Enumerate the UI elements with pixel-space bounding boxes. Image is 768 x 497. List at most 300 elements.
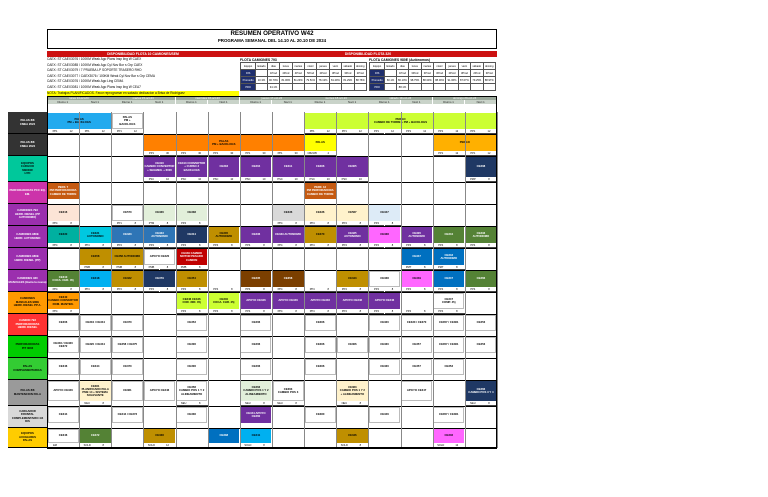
shift-code: 12 — [127, 130, 143, 134]
fleet-cell — [256, 84, 267, 91]
fleet-cell: 81.29% — [343, 78, 353, 82]
work-block[interactable]: APOYO CE320 — [144, 249, 175, 265]
fleet-cell — [409, 84, 421, 91]
work-block[interactable]: APOYO CE347 — [401, 381, 432, 401]
shift-code: PP4 — [304, 288, 320, 292]
work-block[interactable]: CE306 — [176, 359, 207, 375]
planning-notes — [47, 57, 239, 96]
work-block[interactable]: CE333 AUTONOMO — [465, 227, 496, 243]
shift-code: 8 — [256, 444, 272, 448]
fleet-head-cell: dias — [396, 63, 408, 70]
work-block[interactable]: CE567 — [337, 205, 368, 221]
work-block[interactable]: CE346 — [48, 429, 79, 443]
work-block[interactable]: CE341 — [240, 429, 271, 443]
work-block[interactable]: CE338 — [369, 271, 400, 287]
fleet-cell — [354, 84, 367, 91]
shift-code: 12 — [481, 152, 497, 156]
work-block[interactable]: CE318 — [80, 271, 111, 287]
shift-code: 8 — [352, 310, 368, 314]
shift-code: PP4 — [368, 310, 384, 314]
fleet-table-row — [370, 77, 496, 84]
shift-code: EM — [47, 444, 63, 448]
shift-code: PMT — [401, 266, 417, 270]
work-block[interactable]: CE346 — [48, 359, 79, 375]
work-block[interactable]: CE322 — [112, 271, 143, 287]
shift-code: 12 — [449, 444, 465, 448]
work-block[interactable]: CE347 — [401, 249, 432, 265]
shift-code: PMB — [176, 266, 192, 270]
work-block[interactable]: CE306 — [305, 315, 336, 331]
shift-code: SOLD — [240, 444, 256, 448]
shift-code: 12 — [481, 130, 497, 134]
work-block[interactable]: CE336 — [144, 205, 175, 221]
shift-header: Noct 1 — [79, 100, 111, 104]
shift-code: PP1 — [433, 130, 449, 134]
work-block[interactable]: CE358 / CE375 — [112, 337, 143, 353]
shift-code: NEU — [79, 402, 95, 406]
shift-code: 8 — [192, 288, 208, 292]
work-block[interactable]: CE358 — [80, 249, 111, 265]
work-block[interactable]: CE379 — [144, 271, 175, 287]
work-block[interactable]: CE304 / CE344 — [80, 315, 111, 331]
work-block[interactable]: CE306 — [240, 315, 271, 331]
shift-code: 8 — [320, 310, 336, 314]
fleet-cell: 3Prod — [458, 70, 470, 77]
work-block[interactable]: CE346 / CE320 CE372 — [48, 337, 79, 353]
work-block[interactable]: APOYO CE346 — [48, 381, 79, 401]
shift-code: 8 — [449, 288, 465, 292]
work-block[interactable]: CE333 AUTONOMO — [273, 227, 304, 243]
fleet-table-row — [370, 70, 496, 77]
work-block[interactable]: CE320 AUTONOMO — [401, 227, 432, 243]
group-label: PALAS COMPLEMENTARIAS — [8, 358, 47, 380]
shift-code: SOLD — [79, 444, 95, 448]
fleet-cell — [342, 84, 354, 91]
fleet-cell: 3Prod — [329, 70, 341, 77]
fleet-head-cell: viern — [329, 63, 341, 70]
shift-header: Noct 1 — [272, 100, 304, 104]
shift-code: NEU — [176, 402, 192, 406]
shift-code: 8 — [417, 244, 433, 248]
shift-code: 8 — [63, 222, 79, 226]
work-block[interactable]: PERGO — [433, 135, 496, 151]
group-label: CAMIONES 980E HERR. AUTONOMO — [8, 226, 47, 248]
work-block[interactable]: CE344 / CE373 — [112, 407, 143, 423]
work-block[interactable]: CE335 AUTONOMO — [208, 227, 239, 243]
shift-header: Diurno 1 — [240, 100, 272, 104]
work-block[interactable]: CE306 — [240, 337, 271, 353]
work-block[interactable]: CE306 — [305, 337, 336, 353]
shift-code: 8 — [385, 310, 401, 314]
shift-code: NEU — [465, 402, 481, 406]
work-block[interactable]: CE344 APOYO CE360 — [240, 407, 271, 423]
shift-code: PSC — [240, 178, 256, 182]
work-block[interactable]: CE346 — [369, 407, 400, 423]
shift-code: PP4 — [208, 310, 224, 314]
shift-code: 8 — [127, 244, 143, 248]
work-block[interactable]: APOYO CE346 — [369, 293, 400, 309]
fleet-table-row — [370, 84, 496, 91]
shift-code: SOLD — [143, 444, 159, 448]
shift-code: 8 — [63, 244, 79, 248]
work-block[interactable]: PALAS PM + BACKLOGS — [48, 113, 111, 129]
shift-code: PP4 — [208, 288, 224, 292]
note-line: CAEX: ST CAEX3076 / 100KM Weak Ago Ling CEMA — [47, 79, 124, 84]
fleet-cell — [329, 84, 341, 91]
work-block[interactable]: CE353 — [465, 337, 496, 353]
fleet-cell — [385, 84, 396, 91]
shift-code: PP4 — [401, 244, 417, 248]
shift-code: 8 — [385, 288, 401, 292]
shift-header: Diurno 1 — [111, 100, 143, 104]
shift-code: 8 — [95, 402, 111, 406]
work-block[interactable]: CE306 — [48, 315, 79, 331]
fleet-head-cell: dias — [267, 63, 279, 70]
work-block[interactable]: CE338 — [176, 205, 207, 221]
shift-header: Noct 1 — [336, 100, 368, 104]
work-block[interactable]: CE366 CAMBIO POS 3 Y 4 — [465, 381, 496, 401]
work-block[interactable]: PALAS PM + BACKLOGS — [112, 113, 143, 129]
shift-code: PP4 — [143, 244, 159, 248]
shift-code: 8 — [417, 310, 433, 314]
work-block[interactable]: CE306 — [176, 337, 207, 353]
work-block[interactable]: CE306 — [240, 359, 271, 375]
fleet-cell: 79.25% — [472, 78, 482, 82]
work-block[interactable]: CE305 — [337, 157, 368, 177]
work-block[interactable]: APOYO CE346 — [144, 381, 175, 401]
work-block[interactable]: CE358 — [273, 271, 304, 287]
title-frame — [47, 29, 497, 49]
row-divider — [47, 448, 497, 449]
work-block[interactable]: PERGO CAMBIO DE TORRE + PM + BACKLOGS — [305, 113, 497, 129]
shift-code: 8 — [127, 288, 143, 292]
shift-code: PP1 — [304, 130, 320, 134]
work-block[interactable]: CE314 — [176, 227, 207, 243]
note-line: CAEX: ST CAEX3076 / 100KM Weak Ago Plans Insp ling W CAEX — [47, 57, 142, 61]
work-block[interactable]: CE338 — [208, 429, 239, 443]
work-block[interactable]: CE357 / CE361 — [433, 315, 464, 331]
shift-code: 8 — [352, 444, 368, 448]
work-block[interactable]: CE370 — [305, 227, 336, 243]
day-header: domingo 20-oct-24 — [433, 96, 497, 100]
fleet-table-header — [241, 63, 367, 70]
work-block[interactable]: CE343 — [337, 271, 368, 287]
work-block[interactable]: CE306 — [305, 157, 336, 177]
fleet-cell: 60.1% — [385, 77, 396, 84]
fleet-table — [240, 62, 367, 91]
shift-code: PP4 — [176, 244, 192, 248]
work-block[interactable]: CE333 — [112, 227, 143, 243]
shift-code: PP4 — [304, 244, 320, 248]
work-block[interactable]: CE372 — [80, 429, 111, 443]
shift-header: Noct 1 — [143, 100, 175, 104]
work-block[interactable]: CE346 — [337, 429, 368, 443]
fleet-cell: 1Prod — [267, 70, 279, 77]
fleet-cell — [280, 84, 292, 91]
shift-code: PMT — [433, 266, 449, 270]
shift-code: PP4 — [111, 288, 127, 292]
fleet-cell: 3Prod — [409, 70, 421, 77]
fleet-cell — [446, 84, 458, 91]
work-block[interactable]: APOYO CE346 — [240, 293, 271, 309]
shift-code: PTM — [143, 222, 159, 226]
shift-code: PP4 — [336, 222, 352, 226]
work-block[interactable]: CE353 — [176, 315, 207, 331]
work-block[interactable]: CE311 — [273, 157, 304, 177]
shift-code: NEU — [240, 402, 256, 406]
work-block[interactable]: CE366 — [465, 271, 496, 287]
page-subtitle: PROGRAMA SEMANAL DEL 14.10 AL 20.10 DE 2024 — [217, 38, 327, 43]
work-block[interactable]: CE344 — [433, 227, 464, 243]
shift-code: PSC — [272, 178, 288, 182]
shift-code: PMB — [143, 266, 159, 270]
shift-code: PP4 — [272, 288, 288, 292]
work-block[interactable]: CE306 — [305, 359, 336, 375]
work-block[interactable]: CE353 — [465, 315, 496, 331]
shift-code: 12 — [352, 130, 368, 134]
work-block[interactable]: CE354 — [176, 271, 207, 287]
work-block[interactable]: CE320 — [369, 315, 400, 331]
shift-header: Diurno 1 — [368, 100, 400, 104]
shift-code: PP4 — [240, 288, 256, 292]
shift-code: PP1 — [465, 130, 481, 134]
work-block[interactable]: CE336 — [176, 407, 207, 423]
work-block[interactable]: CE353 — [433, 359, 464, 375]
group-label: CAMIONES MANUALES 980E HERR. DIESEL PP A. — [8, 292, 47, 314]
work-block[interactable]: CE363 CAMBIO POS 1 Y 2 ALINEAMIENTO — [240, 381, 271, 401]
work-block[interactable]: CE346 CE346 COR. 30R. 45j — [176, 293, 207, 309]
work-block[interactable]: CE357 — [401, 337, 432, 353]
shift-code: PMP — [465, 178, 481, 182]
shift-code: PP4 — [47, 288, 63, 292]
fleet-head-cell: Equipo — [241, 63, 256, 70]
shift-code: PP4 — [304, 222, 320, 226]
fleet-table-header — [370, 63, 496, 70]
shift-code: 30 — [224, 152, 240, 156]
work-block[interactable]: CE306 — [337, 337, 368, 353]
work-block[interactable]: CE357 / CE361 — [433, 337, 464, 353]
fleet-table-793 — [240, 58, 367, 91]
shift-code: PP4 — [176, 310, 192, 314]
work-block[interactable]: CE343 AUTONOMO — [433, 249, 464, 265]
fleet-head-cell: lunes — [409, 63, 421, 70]
group-label: CAMIONES 980E HERR. DIESEL (PP) — [8, 248, 47, 270]
fleet-head-cell: miérc — [304, 63, 316, 70]
shift-code: PP4 — [336, 288, 352, 292]
fleet-cell — [385, 70, 396, 77]
shift-code: 12 — [385, 130, 401, 134]
work-block[interactable]: CE338 — [144, 429, 175, 443]
shift-code: 8 — [224, 244, 240, 248]
work-block[interactable]: CE361 — [112, 381, 143, 401]
shift-code: SOLD — [336, 444, 352, 448]
work-block[interactable]: CE347 COMP. 45j — [433, 293, 464, 309]
work-block[interactable]: CE358 CAMBIO POS 1 Y 2 ALINEAMIENTO — [176, 381, 207, 401]
shift-code: 8 — [63, 288, 79, 292]
shift-code: 30 — [160, 152, 176, 156]
shift-code: PP4 — [433, 310, 449, 314]
work-block[interactable]: CE310 CAMBIO CONVERTOR + SEGMEN. + 6000 — [144, 157, 175, 177]
work-block[interactable]: CE370 — [112, 359, 143, 375]
fleet-cell: 2Prod — [354, 70, 367, 77]
fleet-head-cell: jueves — [317, 63, 329, 70]
shift-code: 8 — [288, 222, 304, 226]
shift-code: 8 — [352, 244, 368, 248]
fleet-head-cell: Equipo — [370, 63, 385, 70]
shift-code: 8 — [224, 310, 240, 314]
work-block[interactable]: CE336 — [273, 205, 304, 221]
shift-code: 8 — [481, 244, 497, 248]
work-block[interactable]: CE320 / CE344 — [80, 337, 111, 353]
shift-header: Diurno 1 — [433, 100, 465, 104]
shift-code: 8 — [385, 222, 401, 226]
work-block[interactable]: CE570 — [112, 205, 143, 221]
work-block[interactable]: PALAS PM + BACKLOGS — [144, 135, 304, 151]
shift-code: 8 — [256, 244, 272, 248]
shift-code: PP4 — [336, 310, 352, 314]
note-line: CAEX: ST CAEX3079 / 7 PRUEBA LP SOPORTE TRASERO RHD — [47, 68, 142, 73]
shift-code: 8 — [192, 310, 208, 314]
shift-code: 12 — [160, 444, 176, 448]
fleet-cell: 81.29% — [293, 78, 303, 82]
work-block[interactable]: CE325 AUTONOMO — [337, 227, 368, 243]
shift-code: 8 — [192, 244, 208, 248]
work-block[interactable]: CE336 — [240, 227, 271, 243]
shift-code: 8 — [481, 402, 497, 406]
availability-banner-left: DISPONIBILIDAD FLOTA 10 CAMIONES/SEM — [47, 51, 239, 57]
work-block[interactable]: CE346 — [433, 429, 464, 443]
work-block[interactable]: CE363 CAMBIO POS 3 — [273, 381, 304, 401]
fleet-cell: 3Prod — [483, 70, 496, 77]
fleet-cell: Promedio — [370, 77, 385, 84]
work-block[interactable]: CE313 CONVERTOR + CURSO 3 BACKLOGS — [176, 157, 207, 177]
work-block[interactable]: CE336 — [305, 205, 336, 221]
work-block[interactable]: CE330 — [48, 227, 79, 243]
shift-code: PP4 — [240, 244, 256, 248]
group-label: PALAS 8/8 MANTENCION PALA — [8, 380, 47, 406]
fleet-cell: 2Prod — [446, 70, 458, 77]
work-block[interactable]: CE363 CAMBIO POS 1 Y 2 + ALINEAMIENTO — [337, 381, 368, 401]
work-block[interactable]: CE344 — [80, 359, 111, 375]
work-block[interactable]: CE335 — [240, 271, 271, 287]
shift-code: 12 — [449, 130, 465, 134]
work-block[interactable]: CE349 — [401, 271, 432, 287]
work-block[interactable]: CE361 PLANIFICADO PALA PME 14 + SISTEMA SOLEVANTE — [80, 381, 111, 401]
fleet-cell: 81.06% — [281, 78, 291, 82]
fleet-cell: 90.79% — [269, 78, 278, 82]
work-block[interactable]: CE304 — [240, 157, 271, 177]
work-block[interactable]: APOYO CE346 — [273, 293, 304, 309]
work-block[interactable]: CE330 / CE370 — [401, 315, 432, 331]
shift-code: PP4 — [176, 222, 192, 226]
shift-code: PP4 — [433, 244, 449, 248]
work-block[interactable]: CE340 COCA. CHR. 45j — [208, 293, 239, 309]
fleet-head-cell: martes — [292, 63, 304, 70]
shift-code: 8 — [63, 310, 79, 314]
work-block[interactable]: CE330 — [369, 337, 400, 353]
fleet-table-title: FLOTA CAMIONES 980E (Autónomos) — [369, 58, 431, 62]
fleet-table — [369, 62, 496, 91]
day-header: miércoles 16-oct-24 — [176, 96, 240, 100]
fleet-cell: PRO — [370, 84, 385, 91]
work-block[interactable]: CE308 — [465, 157, 496, 177]
work-block[interactable]: CE347 — [433, 271, 464, 287]
fleet-cell — [317, 84, 329, 91]
fleet-cell — [471, 84, 483, 91]
work-block[interactable]: CE349 CAMBIO MOTOR PESADO CAMION — [176, 249, 207, 265]
shift-code: 8 — [192, 222, 208, 226]
shift-code: 8 — [352, 222, 368, 226]
work-block[interactable]: CE340 CAMBIO CONVERTOR DOM. MANTEN. — [48, 293, 79, 309]
fleet-cell: 2Prod — [317, 70, 329, 77]
shift-code: 30 — [288, 152, 304, 156]
work-block[interactable]: CE360 — [305, 407, 336, 423]
shift-code: PP4 — [304, 310, 320, 314]
fleet-cell: 5Prod — [304, 70, 316, 77]
work-block[interactable]: CE370 — [112, 315, 143, 331]
shift-code: 8 — [160, 244, 176, 248]
work-block[interactable]: CE357 / CE361 — [433, 407, 464, 423]
shift-code: PP4 — [47, 222, 63, 226]
shift-code: 12 — [95, 130, 111, 134]
shift-code: 8 — [95, 266, 111, 270]
fleet-cell: 87.07% — [460, 78, 469, 82]
work-block[interactable]: PALAS — [305, 135, 336, 151]
group-label: CAMION 793 PERFORADORAS HERR. DIESEL — [8, 314, 47, 336]
shift-header: Diurno 1 — [176, 100, 208, 104]
work-block[interactable]: PERF. 7 PM PERFORADORA CAMBIO DE TORRE — [48, 183, 79, 199]
shift-code: SOLD — [433, 444, 449, 448]
shift-code: PP1 — [111, 130, 127, 134]
shift-code: PP4 — [336, 244, 352, 248]
fleet-cell: 91.06% — [447, 78, 457, 82]
fleet-head-cell: Estado — [257, 64, 266, 68]
fleet-table-row — [241, 70, 367, 77]
work-block[interactable]: CE358 AUTONOMO — [112, 249, 143, 265]
work-block[interactable]: CE331 AUTONOMO — [80, 227, 111, 243]
group-label: PALAS 8/8 CMEA 2024 — [8, 112, 47, 134]
shift-code: 8 — [288, 402, 304, 406]
note-line: CAEX: ST CAEX3081 / 100KM Weak Ago Plans Insp ling W CEA7 — [47, 84, 141, 89]
work-block[interactable]: CE303 — [208, 157, 239, 177]
work-block[interactable]: CE357 — [401, 359, 432, 375]
shift-code: PSC — [208, 178, 224, 182]
shift-code: 8 — [449, 244, 465, 248]
work-block[interactable]: CE310 COCA. CHR. 45j — [48, 271, 79, 287]
work-block[interactable]: APOYO CE346 — [305, 293, 336, 309]
work-block[interactable]: CE344 — [48, 407, 79, 423]
shift-code: 8 — [417, 288, 433, 292]
shift-code: PP4 — [401, 310, 417, 314]
shift-code: PP4 — [272, 310, 288, 314]
work-block[interactable]: APOYO CE346 — [337, 293, 368, 309]
shift-code: PP1 — [208, 152, 224, 156]
work-block[interactable]: CE330 — [369, 359, 400, 375]
shift-code: 30 — [256, 152, 272, 156]
fleet-cell — [292, 84, 304, 91]
work-block[interactable]: CE333 AUTONOMO — [144, 227, 175, 243]
shift-code: 8 — [224, 288, 240, 292]
shift-code: 10 — [224, 178, 240, 182]
fleet-cell — [483, 84, 496, 91]
work-block[interactable]: CE338 — [369, 227, 400, 243]
fleet-table-row — [241, 84, 367, 91]
shift-code: PP1 — [47, 130, 63, 134]
work-block[interactable]: CE347 — [369, 205, 400, 221]
shift-code: 8 — [449, 266, 465, 270]
work-block[interactable]: PERF. 12 PM PERFORADORA CAMBIO DE TORRE — [305, 183, 336, 199]
work-block[interactable]: CE316 — [48, 205, 79, 221]
